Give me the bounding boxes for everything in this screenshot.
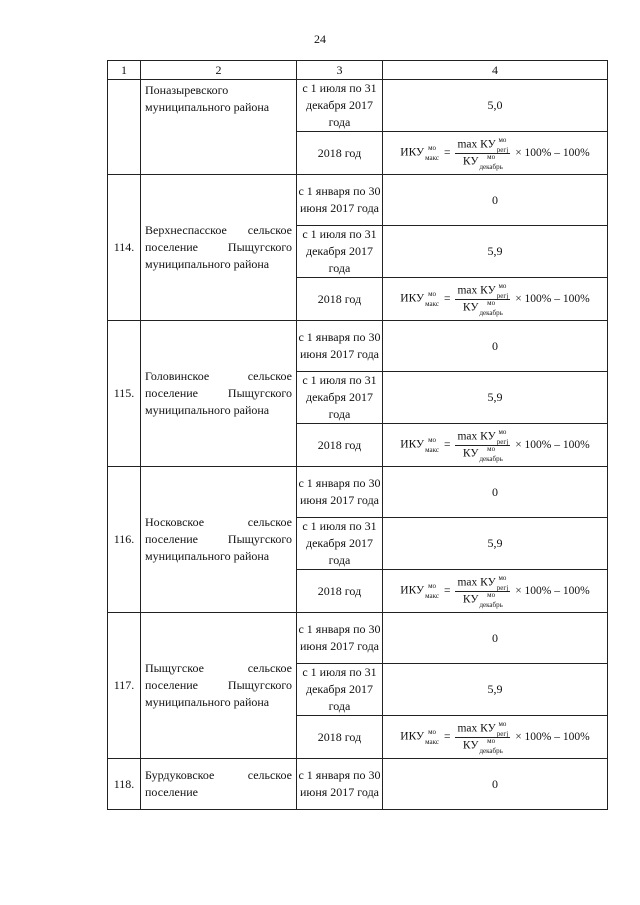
formula-equals: =	[443, 293, 451, 305]
period-cell: с 1 июля по 31 декабря 2017 года	[297, 518, 383, 570]
table-row	[108, 80, 608, 132]
row-number-cell: 115.	[108, 321, 141, 467]
formula-cell	[383, 278, 608, 321]
period-cell: с 1 января по 30 июня 2017 года	[297, 175, 383, 226]
table-row	[108, 759, 608, 810]
index-formula	[400, 719, 590, 755]
municipality-name: Бурдуковское сельское поселение	[141, 759, 297, 810]
formula-cell	[383, 570, 608, 613]
period-cell: 2018 год	[297, 570, 383, 613]
index-formula	[400, 427, 590, 463]
value-cell: 0	[383, 321, 608, 372]
municipality-name: Носковское сельское поселение Пыщугского муниципального района	[141, 467, 297, 613]
tariff-table	[107, 60, 608, 810]
formula-fraction: max КУ мо регj КУ мо декабрь	[457, 719, 509, 755]
value-cell: 5,0	[383, 80, 608, 132]
column-header: 3	[297, 61, 383, 80]
formula-equals: =	[443, 731, 451, 743]
municipality-name: Поназыревского муниципального района	[141, 80, 297, 175]
formula-fraction: max КУ мо регj КУ мо декабрь	[457, 427, 509, 463]
column-header: 1	[108, 61, 141, 80]
index-formula	[400, 281, 590, 317]
formula-tail: × 100% – 100%	[515, 439, 590, 451]
formula-tail: × 100% – 100%	[515, 731, 590, 743]
value-cell: 5,9	[383, 518, 608, 570]
formula-lhs: ИКУ мо макс	[400, 582, 439, 600]
formula-tail: × 100% – 100%	[515, 585, 590, 597]
formula-cell	[383, 424, 608, 467]
municipality-name: Головинское сельское поселение Пыщугского муниципального района	[141, 321, 297, 467]
table-header-row	[108, 61, 608, 80]
formula-lhs: ИКУ мо макс	[400, 728, 439, 746]
formula-equals: =	[443, 147, 451, 159]
value-cell: 0	[383, 759, 608, 810]
table-row	[108, 321, 608, 372]
index-formula	[400, 135, 590, 171]
column-header: 4	[383, 61, 608, 80]
period-cell: 2018 год	[297, 132, 383, 175]
formula-tail: × 100% – 100%	[515, 147, 590, 159]
formula-lhs: ИКУ мо макс	[400, 290, 439, 308]
table-row	[108, 613, 608, 664]
column-header: 2	[141, 61, 297, 80]
row-number-cell: 114.	[108, 175, 141, 321]
table-row	[108, 175, 608, 226]
period-cell: с 1 января по 30 июня 2017 года	[297, 321, 383, 372]
formula-tail: × 100% – 100%	[515, 293, 590, 305]
period-cell: с 1 июля по 31 декабря 2017 года	[297, 226, 383, 278]
value-cell: 0	[383, 175, 608, 226]
period-cell: с 1 января по 30 июня 2017 года	[297, 467, 383, 518]
value-cell: 5,9	[383, 226, 608, 278]
formula-lhs: ИКУ мо макс	[400, 144, 439, 162]
row-number-cell: 118.	[108, 759, 141, 810]
formula-fraction: max КУ мо регj КУ мо декабрь	[457, 573, 509, 609]
period-cell: 2018 год	[297, 278, 383, 321]
formula-lhs: ИКУ мо макс	[400, 436, 439, 454]
row-number-cell	[108, 80, 141, 175]
formula-equals: =	[443, 585, 451, 597]
formula-cell	[383, 132, 608, 175]
row-number-cell: 117.	[108, 613, 141, 759]
period-cell: с 1 января по 30 июня 2017 года	[297, 759, 383, 810]
formula-equals: =	[443, 439, 451, 451]
period-cell: с 1 июля по 31 декабря 2017 года	[297, 664, 383, 716]
municipality-name: Пыщугское сельское поселение Пыщугского муниципального района	[141, 613, 297, 759]
row-number-cell: 116.	[108, 467, 141, 613]
formula-fraction: max КУ мо регj КУ мо декабрь	[457, 281, 509, 317]
period-cell: 2018 год	[297, 716, 383, 759]
value-cell: 0	[383, 613, 608, 664]
value-cell: 5,9	[383, 372, 608, 424]
period-cell: с 1 июля по 31 декабря 2017 года	[297, 372, 383, 424]
period-cell: с 1 января по 30 июня 2017 года	[297, 613, 383, 664]
period-cell: 2018 год	[297, 424, 383, 467]
value-cell: 5,9	[383, 664, 608, 716]
page-number: 24	[314, 32, 326, 46]
formula-cell	[383, 716, 608, 759]
period-cell: с 1 июля по 31 декабря 2017 года	[297, 80, 383, 132]
index-formula	[400, 573, 590, 609]
table-row	[108, 467, 608, 518]
value-cell: 0	[383, 467, 608, 518]
formula-fraction: max КУ мо регj КУ мо декабрь	[457, 135, 509, 171]
municipality-name: Верхнеспасское сельское поселение Пыщугского муниципального района	[141, 175, 297, 321]
